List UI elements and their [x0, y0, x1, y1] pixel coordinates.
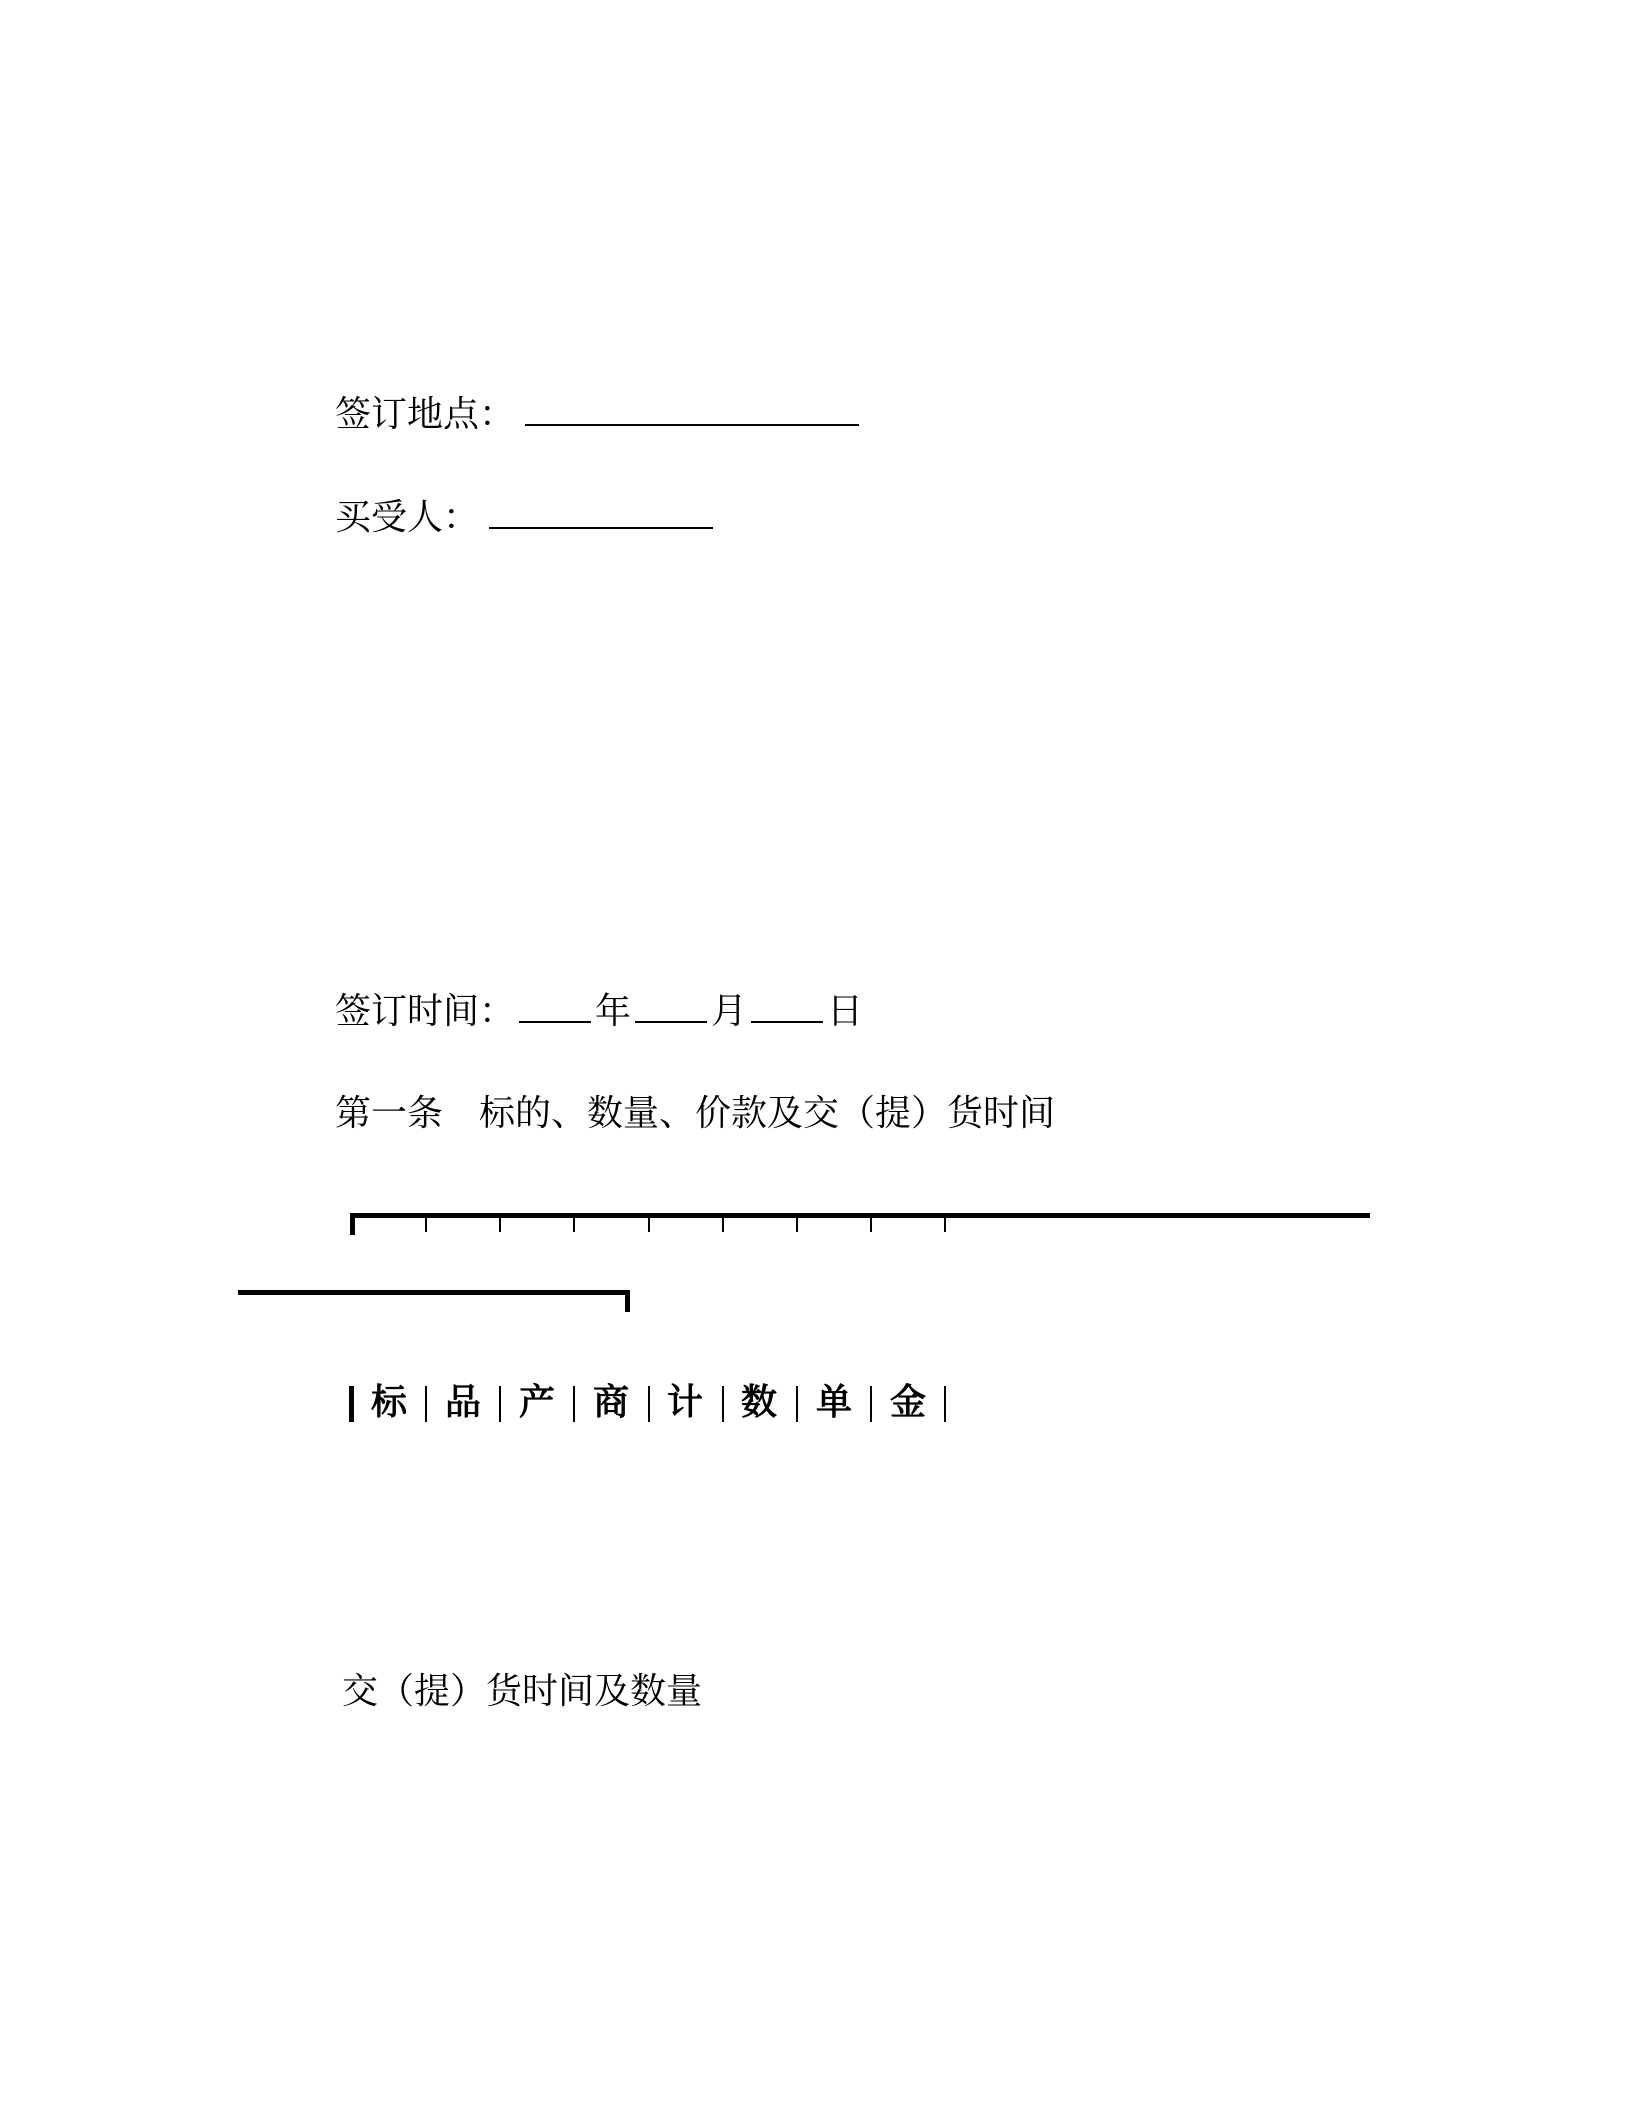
table-header-separator: [722, 1386, 724, 1422]
table-header-cell: 单: [815, 1382, 852, 1423]
table-header-cell: 计: [666, 1382, 703, 1423]
table-header-cell: 标: [370, 1382, 407, 1423]
table-top-border: [350, 1213, 1370, 1218]
article-1-number: 第一条: [335, 1093, 444, 1134]
buyer-blank[interactable]: [489, 497, 713, 529]
signing-place-line: [335, 393, 859, 437]
table-header-cell: 商: [592, 1382, 629, 1423]
table-tick: [499, 1216, 501, 1232]
table-header-separator: [648, 1386, 650, 1422]
table-header-cell: 产: [518, 1382, 555, 1423]
year-blank[interactable]: [519, 991, 591, 1023]
buyer-line: [335, 496, 713, 540]
table-header-cell: 金: [889, 1382, 926, 1423]
delivery-heading: [342, 1670, 702, 1714]
table-header-cell: 数: [740, 1382, 777, 1423]
table-header-separator: [944, 1386, 946, 1422]
month-blank[interactable]: [635, 991, 707, 1023]
table-header-cell: 品: [444, 1382, 481, 1423]
table-tick: [573, 1216, 575, 1232]
table-tick: [870, 1216, 872, 1232]
delivery-label: 交（提）货时间及数量: [342, 1671, 703, 1712]
table-tick: [944, 1216, 946, 1232]
table-tick: [796, 1216, 798, 1232]
article-1-title: 标的、数量、价款及交（提）货时间: [479, 1093, 1056, 1134]
signing-place-blank[interactable]: [525, 394, 859, 426]
day-blank[interactable]: [751, 991, 823, 1023]
month-label: 月: [711, 991, 748, 1032]
signing-place-label: 签订地点：: [335, 394, 516, 435]
table-tick: [722, 1216, 724, 1232]
table-header-separator: [425, 1386, 427, 1422]
signing-date-line: [335, 990, 863, 1034]
table-secondary-border: [238, 1290, 630, 1295]
table-left-tick: [350, 1213, 355, 1235]
table-secondary-right-tick: [625, 1290, 630, 1312]
buyer-label: 买受人：: [335, 497, 480, 538]
signing-date-label: 签订时间：: [335, 991, 516, 1032]
table-tick: [648, 1216, 650, 1232]
year-label: 年: [595, 991, 632, 1032]
article-1-heading: [335, 1092, 1055, 1136]
table-header-separator: [870, 1386, 872, 1422]
table-tick: [425, 1216, 427, 1232]
day-label: 日: [827, 991, 864, 1032]
table-header-separator: [499, 1386, 501, 1422]
table-header-left-border: [349, 1386, 354, 1422]
table-header-separator: [796, 1386, 798, 1422]
table-header-separator: [573, 1386, 575, 1422]
